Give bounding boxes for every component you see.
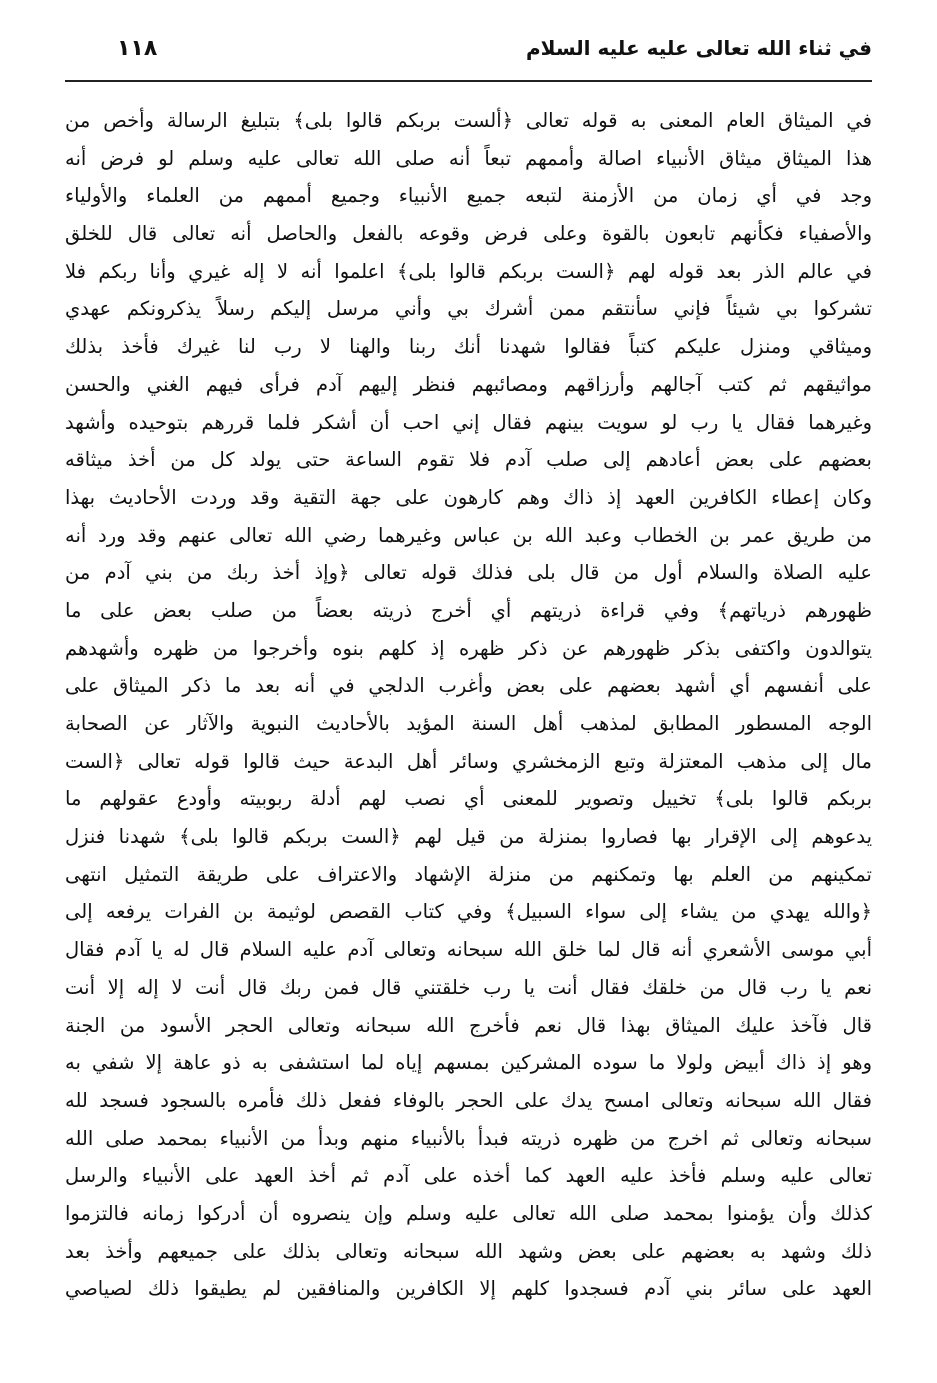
text-line: وكان إعطاء الكافرين العهد إذ ذاك وهم كارهون على جهة التقية وقد وردت الأحاديث بهذا: [65, 485, 872, 509]
text-line: من طريق عمر بن الخطاب وعبد الله بن عباس وغيرهما رضي الله تعالى عنهم وقد ورد أنه: [65, 523, 872, 547]
text-line: نعم يا رب قال من خلقك فقال أنت يا رب خلقتني قال فمن ربك قال أنت لا إله إلا أنت: [65, 975, 872, 999]
text-line: ذلك وشهد به بعضهم على بعض وشهد الله سبحانه وتعالى بذلك على جميعهم وأخذ بعد: [65, 1239, 872, 1263]
text-line: عليه الصلاة والسلام أول من قال بلى فذلك قوله تعالى ﴿وإذ أخذ ربك من بني آدم من: [65, 561, 872, 585]
text-line: قال فآخذ عليك الميثاق بهذا قال نعم فأخرج الله سبحانه وتعالى الحجر الأسود من الجنة: [65, 1013, 872, 1037]
text-line: وغيرهما فقال يا رب لو سويت بينهم فقال إني احب أن أشكر فلما قررهم بتوحيده وأشهد: [65, 410, 872, 434]
text-line: تمكينهم من العلم بها وتمكنهم من منزلة الإشهاد والاعتراف على طريقة التمثيل انتهى: [65, 862, 872, 886]
text-line: كذلك وأن يؤمنوا بمحمد صلى الله تعالى عليه وسلم وإن ينصروه أن أدركوا زمانه فالتزموا: [65, 1201, 872, 1225]
header-divider: [65, 80, 872, 82]
running-title: في ثناء الله تعالى عليه عليه السلام: [525, 36, 872, 60]
text-line: وهو إذ ذاك أبيض ولولا ما سوده المشركين بمسهم إياه لما استشفى به ذو عاهة إلا شفي به: [65, 1051, 872, 1075]
text-line: بعضهم على بعض أعادهم إلى صلب آدم فلا تقوم الساعة حتى يولد كل من أخذ ميثاقه: [65, 448, 872, 472]
text-line: تشركوا بي شيئاً فإني سأنتقم ممن أشرك بي وأني مرسل إليكم رسلاً يذكرونكم عهدي: [65, 297, 872, 321]
text-line: يتوالدون واكتفى بذكر ظهورهم عن ذكر ظهره إذ كلهم بنوه وأخرجوا من ظهره وأشهدهم: [65, 636, 872, 660]
text-line: على أنفسهم أي أشهد بعضهم على بعض وأغرب الدلجي في أنه بعد ما ذكر الميثاق على: [65, 674, 872, 698]
page-header: [65, 32, 872, 72]
text-line: مال إلى مذهب المعتزلة وتبع الزمخشري وسائر أهل البدعة حيث قالوا قوله تعالى ﴿الست: [65, 749, 872, 773]
body-text: [65, 102, 872, 1308]
text-line: بربكم قالوا بلى﴾ تخييل وتصوير للمعنى أي نصب لهم أدلة ربوبيته وأودع عقولهم ما: [65, 787, 872, 811]
text-line: أبي موسى الأشعري أنه قال لما خلق الله سبحانه وتعالى آدم عليه السلام قال له يا آدم فقال: [65, 938, 872, 962]
text-line: فقال الله سبحانه وتعالى امسح يدك على الحجر بالوفاء ففعل ذلك فأمره بالسجود فسجد لله: [65, 1088, 872, 1112]
text-line: وجد في أي زمان من الأزمنة لتبعه جميع الأنبياء وجميع أممهم من العلماء والأولياء: [65, 184, 872, 208]
text-line: وميثاقي ومنزل عليكم كتباً فقالوا شهدنا أنك ربنا والهنا لا رب لنا غيرك فأخذ بذلك: [65, 335, 872, 359]
text-line: تعالى عليه وسلم فأخذ عليه العهد كما أخذه على آدم ثم أخذ العهد على الأنبياء والرسل: [65, 1164, 872, 1188]
page-number: ١١٨: [117, 36, 158, 61]
text-line: سبحانه وتعالى ثم اخرج من ظهره ذريته فبدأ بالأنبياء منهم وبدأ من الأنبياء بمحمد صلى الله: [65, 1126, 872, 1150]
text-line: العهد على سائر بني آدم فسجدوا كلهم إلا الكافرين والمنافقين لم يطيقوا ذلك لصياصي: [65, 1277, 872, 1301]
text-line: ﴿والله يهدي من يشاء إلى سواء السبيل﴾ وفي كتاب القصص لوثيمة بن الفرات يرفعه إلى: [65, 900, 872, 924]
text-line: يدعوهم إلى الإقرار بها فصاروا بمنزلة من قيل لهم ﴿الست بربكم قالوا بلى﴾ شهدنا فنزل: [65, 825, 872, 849]
text-line: الوجه المسطور المطابق لمذهب أهل السنة المؤيد بالأحاديث النبوية والآثار عن الصحابة: [65, 712, 872, 735]
text-line: في الميثاق العام المعنى به قوله تعالى ﴿ألست بربكم قالوا بلى﴾ بتبليغ الرسالة وأخص من: [65, 109, 872, 132]
text-line: في عالم الذر بعد قوله لهم ﴿الست بربكم قالوا بلى﴾ اعلموا أنه لا إله غيري وأنا ربكم فلا: [65, 259, 872, 283]
text-line: هذا الميثاق ميثاق الأنبياء اصالة وأممهم تبعاً أنه صلى الله تعالى عليه وسلم لو فرض أنه: [65, 146, 872, 170]
text-line: ظهورهم ذرياتهم﴾ وفي قراءة ذريتهم أي أخرج ذريته بعضاً من صلب بعض على ما: [65, 598, 872, 622]
text-line: مواثيقهم ثم كتب آجالهم وأرزاقهم ومصائبهم فنظر إليهم آدم فرأى فيهم الغني والحسن: [65, 372, 872, 396]
text-line: والأصفياء فكأنهم تابعون بالقوة وعلى فرض وقوعه بالفعل والحاصل أنه تعالى قال للخلق: [65, 222, 872, 246]
